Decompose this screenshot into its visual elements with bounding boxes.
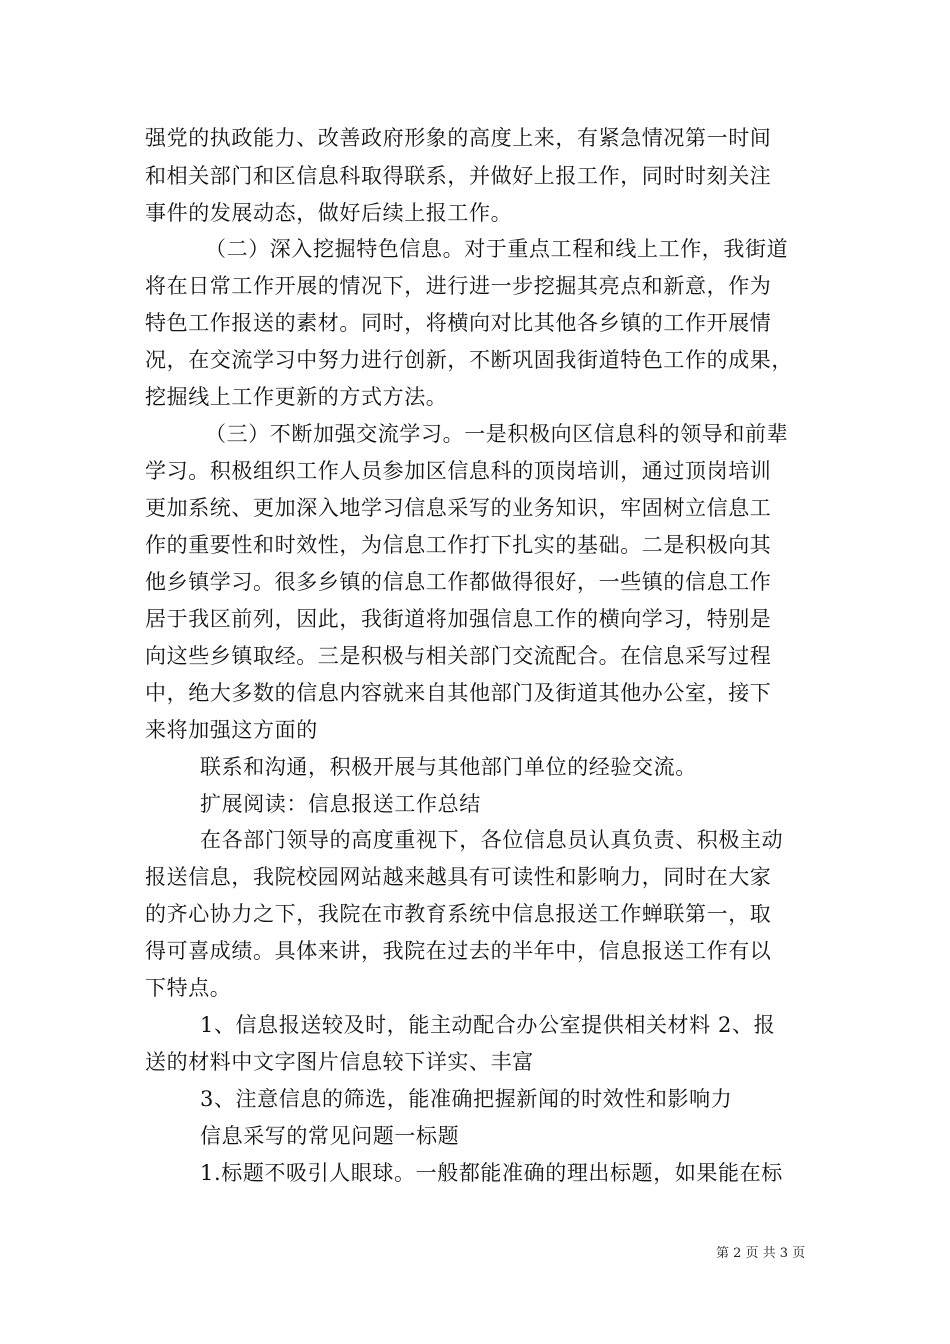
- list-item: 1、信息报送较及时，能主动配合办公室提供相关材料 2、报: [200, 1013, 776, 1037]
- list-item: 送的材料中文字图片信息较下详实、丰富: [145, 1050, 534, 1074]
- paragraph-line: 将在日常工作开展的情况下，进行进一步挖掘其亮点和新意，作为: [145, 274, 772, 298]
- paragraph-line: 向这些乡镇取经。三是积极与相关部门交流配合。在信息采写过程: [145, 644, 772, 668]
- paragraph-line: 中，绝大多数的信息内容就来自其他部门及街道其他办公室，接下: [145, 681, 772, 705]
- paragraph-line: 挖掘线上工作更新的方式方法。: [145, 385, 448, 409]
- paragraph-line: 更加系统、更加深入地学习信息采写的业务知识，牢固树立信息工: [145, 496, 772, 520]
- paragraph-line: 特色工作报送的素材。同时，将横向对比其他各乡镇的工作开展情: [145, 311, 772, 335]
- paragraph-line: 事件的发展动态，做好后续上报工作。: [145, 201, 513, 225]
- paragraph-line: （三）不断加强交流学习。一是积极向区信息科的领导和前辈: [205, 422, 789, 446]
- paragraph-line: 他乡镇学习。很多乡镇的信息工作都做得很好，一些镇的信息工作: [145, 570, 772, 594]
- paragraph-line: 得可喜成绩。具体来讲，我院在过去的半年中，信息报送工作有以: [145, 939, 772, 963]
- section-heading: 信息采写的常见问题一标题: [200, 1124, 460, 1148]
- paragraph-line: 况，在交流学习中努力进行创新，不断巩固我街道特色工作的成果，: [145, 348, 793, 372]
- paragraph-line: 强党的执政能力、改善政府形象的高度上来，有紧急情况第一时间: [145, 126, 772, 150]
- paragraph-line: （二）深入挖掘特色信息。对于重点工程和线上工作，我街道: [205, 237, 789, 261]
- paragraph-line: 居于我区前列，因此，我街道将加强信息工作的横向学习，特别是: [145, 607, 772, 631]
- paragraph-line: 报送信息，我院校园网站越来越具有可读性和影响力，同时在大家: [145, 865, 772, 889]
- list-item: 3、注意信息的筛选，能准确把握新闻的时效性和影响力: [200, 1087, 733, 1111]
- paragraph-line: 的齐心协力之下，我院在市教育系统中信息报送工作蝉联第一，取: [145, 902, 772, 926]
- paragraph-line: 和相关部门和区信息科取得联系，并做好上报工作，同时时刻关注: [145, 164, 772, 188]
- paragraph-line: 学习。积极组织工作人员参加区信息科的顶岗培训，通过顶岗培训: [145, 459, 772, 483]
- paragraph-line: 联系和沟通，积极开展与其他部门单位的经验交流。: [200, 755, 697, 779]
- paragraph-line: 作的重要性和时效性，为信息工作打下扎实的基础。二是积极向其: [145, 533, 772, 557]
- paragraph-line: 1.标题不吸引人眼球。一般都能准确的理出标题，如果能在标: [200, 1161, 783, 1185]
- paragraph-line: 下特点。: [145, 976, 232, 1000]
- paragraph-line: 在各部门领导的高度重视下，各位信息员认真负责、积极主动: [200, 828, 784, 852]
- section-heading: 扩展阅读：信息报送工作总结: [200, 792, 481, 816]
- page-number: 第 2 页 共 3 页: [716, 1246, 806, 1261]
- paragraph-line: 来将加强这方面的: [145, 718, 318, 742]
